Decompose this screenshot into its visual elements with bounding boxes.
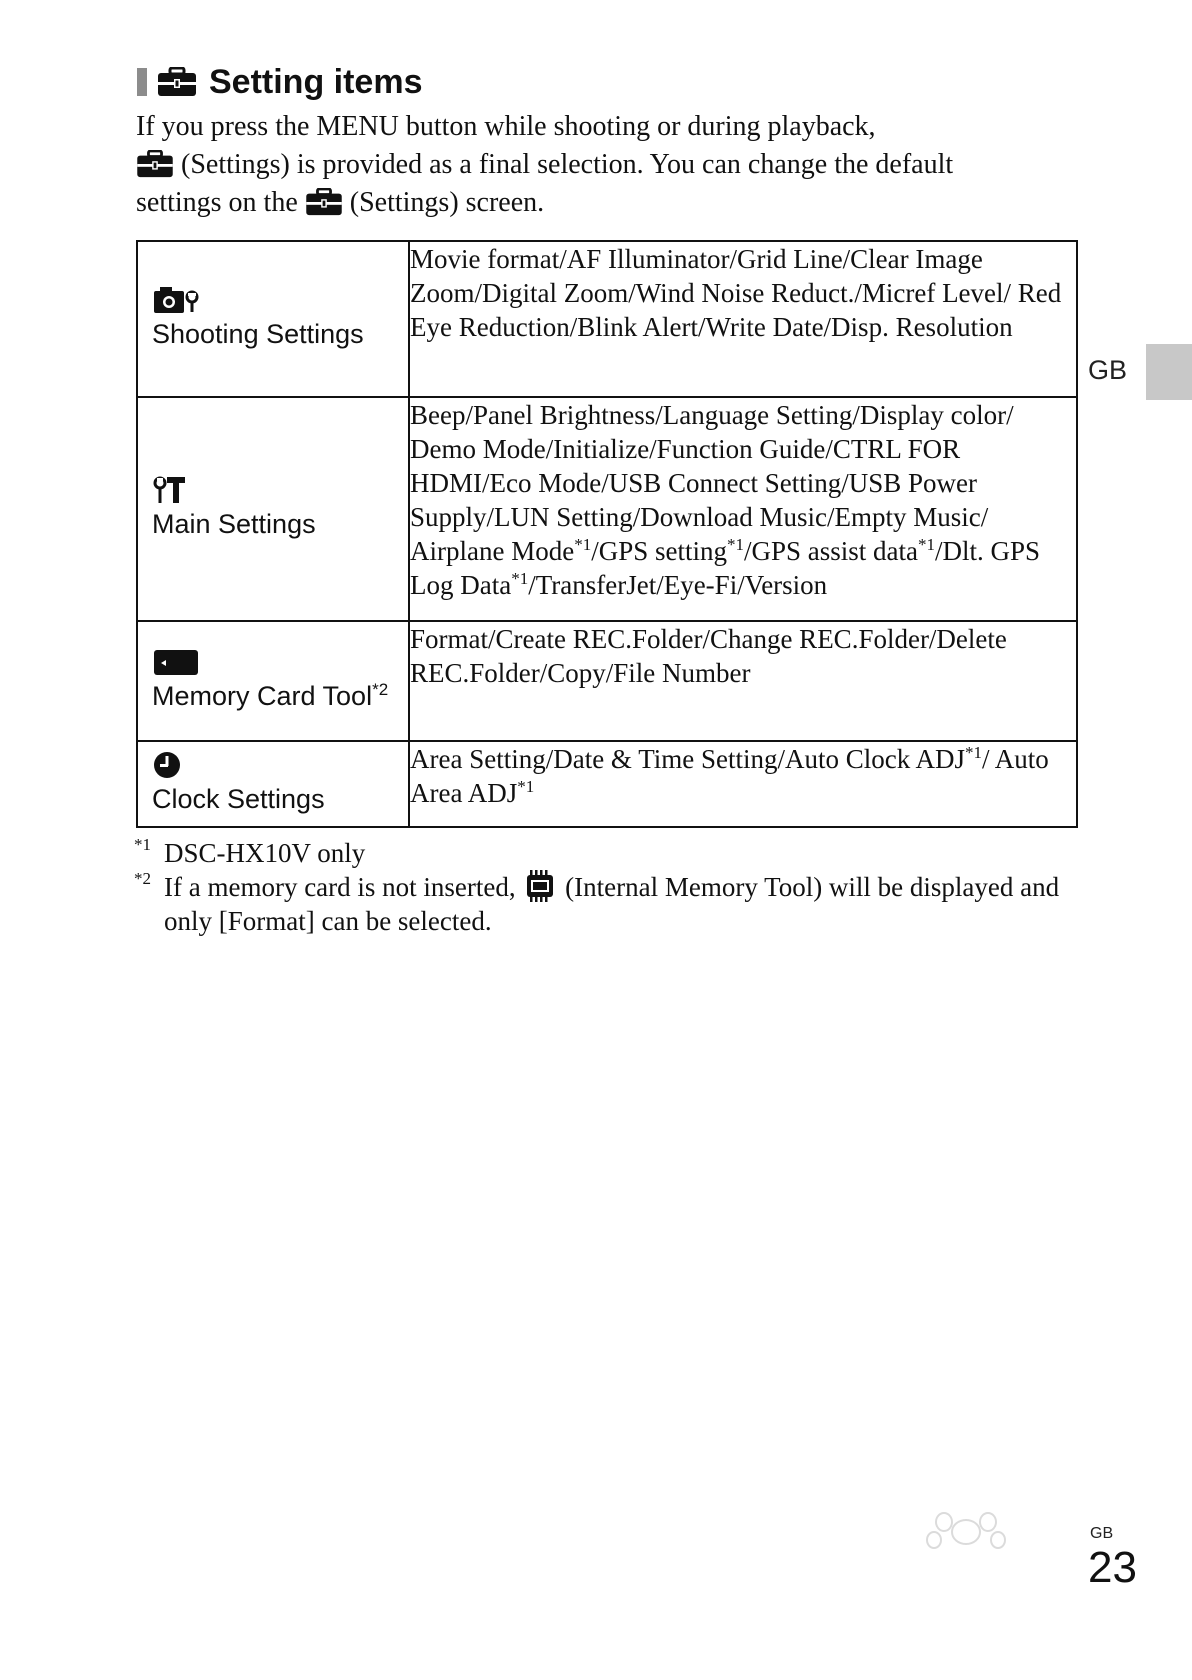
category-label-text: Memory Card Tool xyxy=(152,681,373,711)
memory-card-icon xyxy=(152,647,200,677)
footnote-ref: *1 xyxy=(918,535,935,554)
settings-items-cell: Format/Create REC.Folder/Change REC.Folder/Delete REC.Folder/Copy/File Number xyxy=(409,621,1077,741)
heading-marker-bar xyxy=(137,68,147,96)
category-label: Shooting Settings xyxy=(152,319,364,349)
footnote-ref: *1 xyxy=(574,535,592,554)
items-text: /GPS setting xyxy=(591,536,727,566)
table-row xyxy=(137,397,1077,621)
settings-toolbox-icon xyxy=(305,188,343,216)
intro-line-2: (Settings) is provided as a final selection. You can change the default xyxy=(174,149,954,180)
items-text: Beep/Panel Brightness/Language Setting/Display color/ Demo Mode/Initialize/Function Guide/CTRL FOR HDMI/Eco Mode/USB Connect Setting/USB Power Supply/LUN Setting/Download Music/Empty Music/ Airplane Mode xyxy=(410,400,1014,566)
language-tab-label: GB xyxy=(1088,355,1128,385)
clock-icon xyxy=(152,750,200,780)
footnote-ref: *1 xyxy=(511,569,529,588)
settings-items-cell xyxy=(409,397,1077,621)
settings-table xyxy=(136,240,1078,828)
intro-line-3b: (Settings) screen. xyxy=(342,187,545,218)
footnote-ref: *1 xyxy=(726,535,744,554)
category-cell xyxy=(137,241,409,397)
footnote-ref: *2 xyxy=(372,680,389,699)
category-label: Main Settings xyxy=(152,509,316,539)
page-number: 23 xyxy=(1088,1543,1137,1592)
section-heading xyxy=(137,60,422,104)
footnote-1 xyxy=(134,836,1094,870)
page-number-region: GB xyxy=(1090,1525,1114,1542)
items-text: Area Setting/Date & Time Setting/Auto Clock ADJ xyxy=(410,744,965,774)
footnotes xyxy=(134,836,1094,938)
footnote-2 xyxy=(134,870,1094,938)
wrench-tools-icon xyxy=(152,475,200,505)
items-text: /GPS assist data xyxy=(743,536,918,566)
footnote-ref: *1 xyxy=(517,777,535,796)
camera-settings-icon xyxy=(152,285,200,315)
footnote-text: If a memory card is not inserted, (Internal Memory Tool) will be displayed and only [Format] can be selected. xyxy=(164,872,1060,936)
page-title: Setting items xyxy=(209,62,423,101)
table-row xyxy=(137,241,1077,397)
settings-items-cell xyxy=(409,741,1077,827)
baidu-watermark xyxy=(842,1500,1122,1640)
category-label xyxy=(152,679,394,713)
settings-items-cell: Movie format/AF Illuminator/Grid Line/Clear Image Zoom/Digital Zoom/Wind Noise Reduct./Micref Level/ Red Eye Reduction/Blink Alert/Write Date/Disp. Resolution xyxy=(409,241,1077,397)
table-row xyxy=(137,741,1077,827)
items-text: / Auto Area ADJ xyxy=(410,744,1049,808)
internal-memory-icon xyxy=(522,870,558,902)
category-label: Clock Settings xyxy=(152,784,325,814)
category-cell xyxy=(137,397,409,621)
intro-paragraph xyxy=(136,108,1056,222)
items-text: /Dlt. GPS Log Data xyxy=(410,536,1041,600)
footnote-mark: *1 xyxy=(134,835,151,854)
items-text: /TransferJet/Eye-Fi/Version xyxy=(528,570,828,600)
footnote-mark: *2 xyxy=(134,869,151,888)
language-tab-marker xyxy=(1146,344,1192,400)
category-cell xyxy=(137,741,409,827)
intro-line-3a: settings on the xyxy=(136,187,305,218)
settings-toolbox-icon xyxy=(136,150,174,178)
intro-line-1: If you press the MENU button while shooting or during playback, xyxy=(136,111,876,142)
category-cell xyxy=(137,621,409,741)
toolbox-icon xyxy=(157,67,197,97)
table-row xyxy=(137,621,1077,741)
footnote-ref: *1 xyxy=(965,743,982,762)
footnote-text: DSC-HX10V only xyxy=(164,838,366,868)
